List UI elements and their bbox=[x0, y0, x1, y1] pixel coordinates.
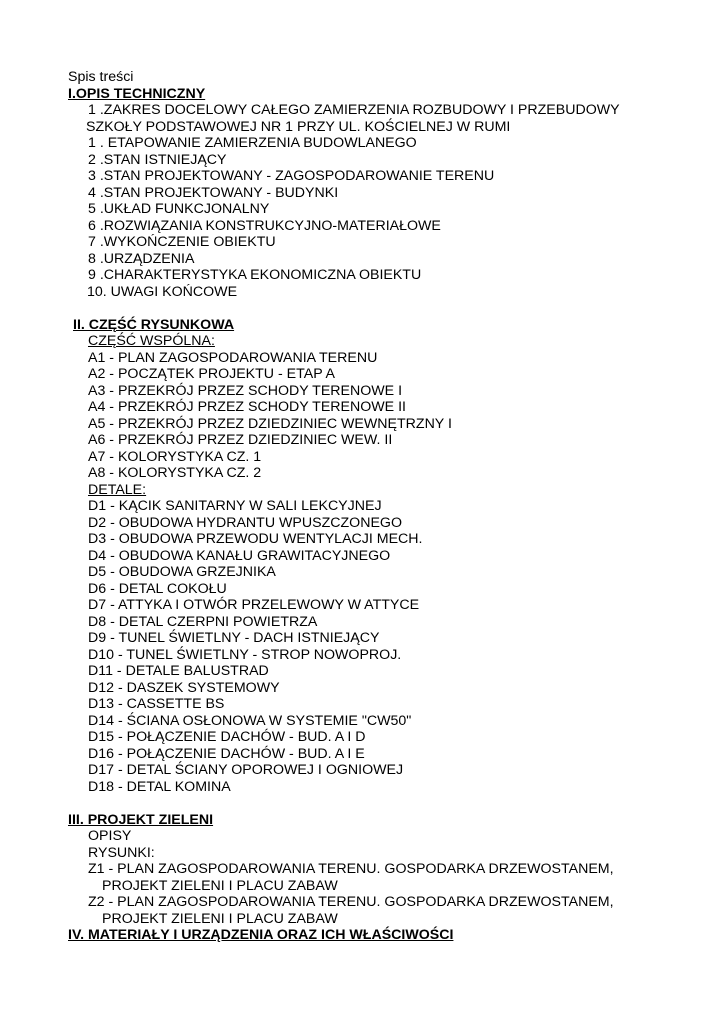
toc-item: 5 .UKŁAD FUNKCJONALNY bbox=[88, 201, 270, 217]
detail-item: D7 - ATTYKA I OTWÓR PRZELEWOWY W ATTYCE bbox=[88, 597, 420, 613]
details-heading: DETALE: bbox=[88, 481, 147, 498]
toc-item: 2 .STAN ISTNIEJĄCY bbox=[88, 151, 227, 168]
detail-item: D14 - ŚCIANA OSŁONOWA W SYSTEMIE "CW50" bbox=[88, 712, 412, 729]
section-4-heading: IV. MATERIAŁY I URZĄDZENIA ORAZ ICH WŁAŚCIWOŚCI bbox=[68, 927, 454, 943]
greenery-item: PROJEKT ZIELENI I PLACU ZABAW bbox=[102, 910, 338, 927]
detail-item: D16 - POŁĄCZENIE DACHÓW - BUD. A I E bbox=[88, 745, 365, 762]
drawing-item: A3 - PRZEKRÓJ PRZEZ SCHODY TERENOWE I bbox=[88, 382, 403, 399]
drawing-item: A1 - PLAN ZAGOSPODAROWANIA TERENU bbox=[88, 349, 378, 366]
detail-item: D1 - KĄCIK SANITARNY W SALI LEKCYJNEJ bbox=[88, 498, 382, 514]
toc-item: 6 .ROZWIĄZANIA KONSTRUKCYJNO-MATERIAŁOWE bbox=[88, 217, 441, 234]
detail-item: D15 - POŁĄCZENIE DACHÓW - BUD. A I D bbox=[88, 729, 366, 745]
spacer bbox=[68, 795, 708, 812]
section-2-heading: II. CZĘŚĆ RYSUNKOWA bbox=[73, 316, 235, 333]
greenery-item: Z2 - PLAN ZAGOSPODAROWANIA TERENU. GOSPODARKA DRZEWOSTANEM, bbox=[88, 894, 614, 910]
detail-item: D4 - OBUDOWA KANAŁU GRAWITACYJNEGO bbox=[88, 547, 391, 564]
drawing-item: A5 - PRZEKRÓJ PRZEZ DZIEDZINIEC WEWNĘTRZNY I bbox=[88, 415, 452, 432]
detail-item: D11 - DETALE BALUSTRAD bbox=[88, 663, 269, 679]
toc-item: 7 .WYKOŃCZENIE OBIEKTU bbox=[88, 234, 276, 250]
toc-item: 9 .CHARAKTERYSTYKA EKONOMICZNA OBIEKTU bbox=[88, 267, 422, 283]
greenery-item: PROJEKT ZIELENI I PLACU ZABAW bbox=[102, 877, 338, 894]
toc-item: 10. UWAGI KOŃCOWE bbox=[87, 283, 238, 300]
detail-item: D8 - DETAL CZERPNI POWIETRZA bbox=[88, 613, 318, 630]
common-part-heading: CZĘŚĆ WSPÓLNA: bbox=[88, 333, 215, 349]
toc-item: 8 .URZĄDZENIA bbox=[88, 250, 195, 267]
drawing-item: A7 - KOLORYSTYKA CZ. 1 bbox=[88, 448, 262, 465]
drawing-item: A6 - PRZEKRÓJ PRZEZ DZIEDZINIEC WEW. II bbox=[88, 432, 393, 448]
greenery-item: OPISY bbox=[88, 828, 132, 844]
drawing-item: A8 - KOLORYSTYKA CZ. 2 bbox=[88, 465, 262, 481]
detail-item: D17 - DETAL ŚCIANY OPOROWEJ I OGNIOWEJ bbox=[88, 762, 404, 778]
detail-item: D10 - TUNEL ŚWIETLNY - STROP NOWOPROJ. bbox=[88, 646, 402, 663]
drawing-item: A4 - PRZEKRÓJ PRZEZ SCHODY TERENOWE II bbox=[88, 399, 406, 415]
toc-title: Spis treści bbox=[68, 69, 134, 85]
drawing-item: A2 - POCZĄTEK PROJEKTU - ETAP A bbox=[88, 366, 336, 382]
detail-item: D13 - CASSETTE BS bbox=[88, 696, 225, 712]
toc-item: SZKOŁY PODSTAWOWEJ NR 1 PRZY UL. KOŚCIELNEJ W RUMI bbox=[86, 118, 511, 135]
toc-item: 4 .STAN PROJEKTOWANY - BUDYNKI bbox=[88, 184, 339, 201]
detail-item: D6 - DETAL COKOŁU bbox=[88, 580, 227, 597]
detail-item: D9 - TUNEL ŚWIETLNY - DACH ISTNIEJĄCY bbox=[88, 630, 380, 646]
detail-item: D3 - OBUDOWA PRZEWODU WENTYLACJI MECH. bbox=[88, 531, 423, 547]
greenery-item: Z1 - PLAN ZAGOSPODAROWANIA TERENU. GOSPODARKA DRZEWOSTANEM, bbox=[88, 861, 614, 877]
greenery-item: RYSUNKI: bbox=[88, 844, 155, 861]
detail-item: D2 - OBUDOWA HYDRANTU WPUSZCZONEGO bbox=[88, 514, 402, 531]
detail-item: D5 - OBUDOWA GRZEJNIKA bbox=[88, 564, 276, 580]
toc-item: 1 .ZAKRES DOCELOWY CAŁEGO ZAMIERZENIA ROZBUDOWY I PRZEBUDOWY bbox=[88, 102, 620, 118]
section-1-heading: I.OPIS TECHNICZNY bbox=[68, 85, 206, 102]
spacer bbox=[68, 300, 708, 317]
detail-item: D12 - DASZEK SYSTEMOWY bbox=[88, 679, 280, 696]
detail-item: D18 - DETAL KOMINA bbox=[88, 778, 231, 795]
section-3-heading: III. PROJEKT ZIELENI bbox=[68, 811, 214, 828]
table-of-contents bbox=[68, 69, 708, 944]
toc-item: 3 .STAN PROJEKTOWANY - ZAGOSPODAROWANIE TERENU bbox=[88, 168, 495, 184]
toc-item: 1 . ETAPOWANIE ZAMIERZENIA BUDOWLANEGO bbox=[88, 135, 417, 151]
